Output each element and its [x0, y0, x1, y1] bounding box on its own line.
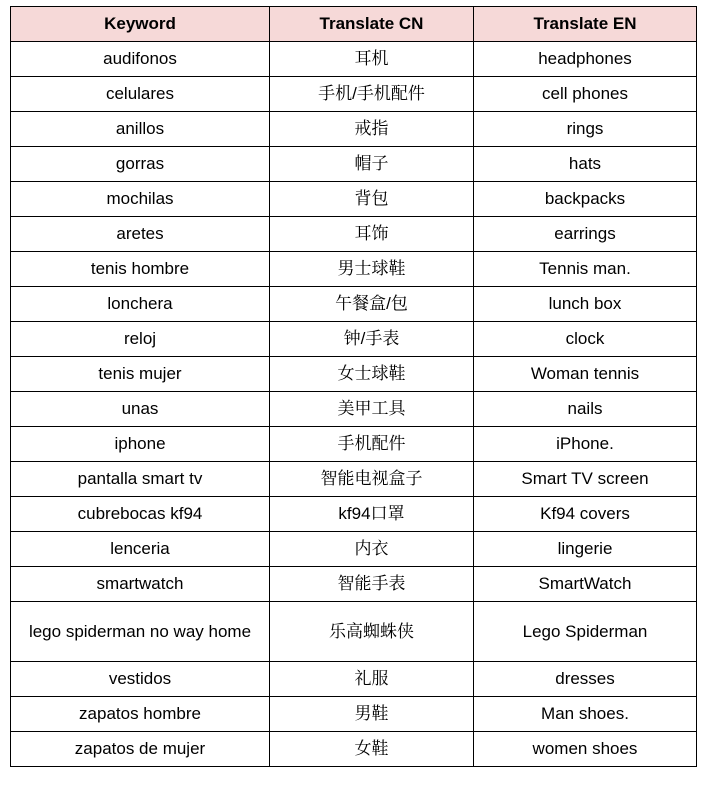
cell-translate-cn: 美甲工具	[270, 392, 474, 427]
cell-keyword: cubrebocas kf94	[11, 497, 270, 532]
cell-translate-en: clock	[474, 322, 697, 357]
table-row	[11, 427, 697, 462]
cell-translate-en: dresses	[474, 662, 697, 697]
cell-keyword: celulares	[11, 77, 270, 112]
cell-keyword: zapatos de mujer	[11, 732, 270, 767]
cell-translate-en: women shoes	[474, 732, 697, 767]
cell-keyword: tenis mujer	[11, 357, 270, 392]
cell-translate-en: Tennis man.	[474, 252, 697, 287]
cell-translate-en: Kf94 covers	[474, 497, 697, 532]
cell-translate-en: rings	[474, 112, 697, 147]
cell-translate-cn: 女士球鞋	[270, 357, 474, 392]
cell-keyword: audifonos	[11, 42, 270, 77]
header-keyword: Keyword	[11, 7, 270, 42]
table-row	[11, 217, 697, 252]
cell-keyword: lenceria	[11, 532, 270, 567]
cell-translate-en: Man shoes.	[474, 697, 697, 732]
cell-keyword: tenis hombre	[11, 252, 270, 287]
cell-translate-cn: 礼服	[270, 662, 474, 697]
cell-keyword: unas	[11, 392, 270, 427]
cell-translate-en: Smart TV screen	[474, 462, 697, 497]
cell-translate-en: cell phones	[474, 77, 697, 112]
cell-keyword: mochilas	[11, 182, 270, 217]
cell-translate-cn: 钟/手表	[270, 322, 474, 357]
table-row	[11, 602, 697, 662]
cell-translate-cn: 帽子	[270, 147, 474, 182]
table-row	[11, 287, 697, 322]
table-row	[11, 462, 697, 497]
table-row	[11, 567, 697, 602]
cell-keyword: aretes	[11, 217, 270, 252]
cell-translate-en: nails	[474, 392, 697, 427]
cell-keyword: gorras	[11, 147, 270, 182]
cell-translate-en: Woman tennis	[474, 357, 697, 392]
header-translate-en: Translate EN	[474, 7, 697, 42]
cell-translate-cn: 男鞋	[270, 697, 474, 732]
cell-translate-cn: 内衣	[270, 532, 474, 567]
table-row	[11, 697, 697, 732]
cell-translate-en: lingerie	[474, 532, 697, 567]
table-row	[11, 497, 697, 532]
table-header-row	[11, 7, 697, 42]
cell-translate-cn: 男士球鞋	[270, 252, 474, 287]
cell-keyword: vestidos	[11, 662, 270, 697]
cell-translate-en: hats	[474, 147, 697, 182]
cell-translate-cn: 耳饰	[270, 217, 474, 252]
cell-translate-cn: 智能手表	[270, 567, 474, 602]
table-row	[11, 147, 697, 182]
table-row	[11, 662, 697, 697]
table-row	[11, 322, 697, 357]
table-row	[11, 182, 697, 217]
cell-translate-cn: 手机配件	[270, 427, 474, 462]
cell-translate-cn: 背包	[270, 182, 474, 217]
table-row	[11, 732, 697, 767]
table-row	[11, 252, 697, 287]
cell-translate-en: earrings	[474, 217, 697, 252]
cell-keyword: reloj	[11, 322, 270, 357]
cell-translate-cn: 女鞋	[270, 732, 474, 767]
cell-translate-cn: kf94口罩	[270, 497, 474, 532]
cell-translate-cn: 手机/手机配件	[270, 77, 474, 112]
cell-keyword: smartwatch	[11, 567, 270, 602]
cell-keyword: zapatos hombre	[11, 697, 270, 732]
cell-keyword: lego spiderman no way home	[11, 602, 270, 662]
table-row	[11, 392, 697, 427]
cell-translate-en: SmartWatch	[474, 567, 697, 602]
table-row	[11, 42, 697, 77]
table-row	[11, 77, 697, 112]
cell-translate-en: Lego Spiderman	[474, 602, 697, 662]
table-row	[11, 112, 697, 147]
cell-translate-en: lunch box	[474, 287, 697, 322]
cell-keyword: pantalla smart tv	[11, 462, 270, 497]
keyword-translation-table	[10, 6, 697, 767]
table-row	[11, 357, 697, 392]
table-row	[11, 532, 697, 567]
cell-translate-cn: 戒指	[270, 112, 474, 147]
cell-translate-cn: 午餐盒/包	[270, 287, 474, 322]
cell-keyword: anillos	[11, 112, 270, 147]
header-translate-cn: Translate CN	[270, 7, 474, 42]
cell-translate-en: headphones	[474, 42, 697, 77]
cell-translate-cn: 乐高蜘蛛侠	[270, 602, 474, 662]
cell-translate-cn: 耳机	[270, 42, 474, 77]
cell-translate-en: backpacks	[474, 182, 697, 217]
cell-keyword: iphone	[11, 427, 270, 462]
cell-translate-cn: 智能电视盒子	[270, 462, 474, 497]
cell-translate-en: iPhone.	[474, 427, 697, 462]
cell-keyword: lonchera	[11, 287, 270, 322]
table-body	[11, 42, 697, 767]
keyword-translation-table-container	[10, 6, 696, 767]
